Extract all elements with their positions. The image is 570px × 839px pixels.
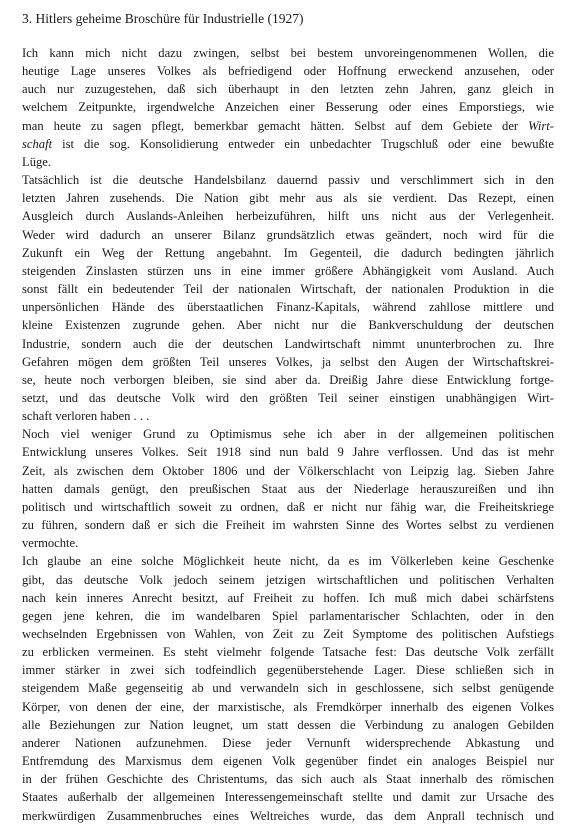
text-line: se, heute noch verborgen bleiben, sie sind aber da. Dreißig Jahre diese Entwicklung fortge- xyxy=(22,372,554,387)
text-line: vermochte. xyxy=(22,536,79,551)
text-line: setzt, und das deutsche Volk wird den größten Teil seiner einstigen unabhängigen Wirt- xyxy=(22,390,554,405)
text-line: politisch und wirtschaftlich soweit zu ordnen, daß er nicht nur fähig war, die Freiheitskriege xyxy=(22,499,554,514)
text-line: hatten damals genügt, den preußischen Staat aus der Niederlage herauszureißen und ihn xyxy=(22,481,554,496)
text-line: kleine Existenzen zugrunde gehen. Aber nicht nur die Bankverschuldung der deutschen xyxy=(22,318,554,333)
text-line: immer stärker in zwei sich todfeindlich gegenüberstehende Lager. Diese schließen sich in xyxy=(22,663,554,678)
text-line: Tatsächlich ist die deutsche Handelsbilanz dauernd passiv und verschlimmert sich in den xyxy=(22,173,554,188)
text-line: schaft ist die sog. Konsolidierung entweder ein unbedachter Trugschluß oder eine bewußte xyxy=(22,136,554,151)
paragraph xyxy=(22,425,554,552)
text-line: Noch viel weniger Grund zu Optimismus sehe ich aber in der allgemeinen politischen xyxy=(22,427,554,442)
text-line: nach kein inneres Anrecht besitzt, auf Freiheit zu hoffen. Ich muß mich dabei schärfstens xyxy=(22,590,554,605)
text-line: Körper, von denen der eine, der marxistische, als Fremdkörper innerhalb des eigenen Volkes xyxy=(22,699,554,714)
paragraph xyxy=(22,171,554,425)
text-line: Industrie, sondern auch die der deutschen Landwirtschaft nimmt ununterbrochen zu. Ihre xyxy=(22,336,554,351)
text-line: letzten Jahren zusehends. Die Nation gibt mehr aus als sie verdient. Das Rezept, einen xyxy=(22,191,554,206)
text-line: Ich glaube an eine solche Möglichkeit heute nicht, da es im Völkerleben keine Geschenke xyxy=(22,554,554,569)
text-line: Ich kann mich nicht dazu zwingen, selbst bei bestem unvoreingenommenen Wollen, die xyxy=(22,46,554,60)
text-line: gibt, das deutsche Volk jedoch seinem jetzigen wirtschaftlichen und politischen Verhalten xyxy=(22,572,554,587)
text-line: Weder wird dadurch an unserer Bilanz grundsätzlich etwas geändert, noch wird für die xyxy=(22,227,554,242)
text-line: steigendem Maße gegenseitig ab und verwandeln sich in geschlossene, sich selbst genügende xyxy=(22,681,554,696)
paragraph xyxy=(22,552,554,824)
text-line: man heute zu sagen pflegt, bemerkbar gemacht hätten. Selbst auf dem Gebiete der Wirt- xyxy=(22,118,554,133)
document-body xyxy=(22,44,554,825)
text-line: schaft verloren haben . . . xyxy=(22,409,150,424)
text-line: gegen jene kehren, die im wandelbaren Spiel parlamentarischer Schlachten, oder in den xyxy=(22,608,554,623)
text-line: alle Beziehungen zur Nation leugnet, um statt dessen die Verbindung zu analogen Gebilden xyxy=(22,717,554,732)
text-line: auch nur zuzugestehen, daß sich überhaupt in den letzten zehn Jahren, ganz gleich in xyxy=(22,82,554,97)
text-line: steigenden Zinslasten stürzen uns in eine immer größere Abhängigkeit vom Ausland. Auch xyxy=(22,263,554,278)
text-line: welchem Zeitpunkte, irgendwelche Anzeichen einer Besserung oder eines Emporstiegs, wie xyxy=(22,100,554,115)
text-line: Staates außerhalb der allgemeinen Interessengemeinschaft stellte und damit zur Ursache des xyxy=(22,790,554,805)
text-line: heutige Lage unseres Volkes als befriedigend oder Hoffnung erweckend anzusehen, oder xyxy=(22,64,554,79)
text-line: wechselnden Ergebnissen von Wahlen, von Zeit zu Zeit Symptome des politischen Aufstiegs xyxy=(22,627,554,641)
text-line: Ausgleich durch Auslands-Anleihen herbeizuführen, hilft uns nicht aus der Verlegenheit. xyxy=(22,209,554,224)
text-line: in der frühen Geschichte des Christentums, das sich auch als Staat innerhalb des römischen xyxy=(22,772,554,787)
text-line: zu führen, sondern daß er sich die Freiheit im wahrsten Sinne des Wortes selbst zu verdienen xyxy=(22,518,554,533)
text-line: merkwürdigen Zusammenbruches eines Weltreiches wurde, das dem Anprall technisch und xyxy=(22,808,554,823)
text-line: Zukunft ein Weg der Rettung angebahnt. Im Gegenteil, die dadurch bedingten jährlich xyxy=(22,245,554,260)
text-line: Lüge. xyxy=(22,154,52,169)
text-line: zu erblicken vermeinen. Es steht vielmehr folgende Tatsache fest: Das deutsche Volk zerfällt xyxy=(22,645,554,660)
text-line: sonst fällt ein bedeutender Teil der nationalen Wirtschaft, der nationalen Produktion in die xyxy=(22,282,554,297)
text-line: Entwicklung unseres Volkes. Seit 1918 sind nun bald 9 Jahre verflossen. Und das ist mehr xyxy=(22,445,554,460)
paragraph xyxy=(22,44,554,171)
document-title: 3. Hitlers geheime Broschüre für Industrielle (1927) xyxy=(22,11,304,26)
document-page xyxy=(22,10,554,825)
text-line: anderer Nationen aufzunehmen. Diese jeder Vernunft widersprechende Abkastung und xyxy=(22,735,554,750)
text-line: Entfremdung des Marxismus dem eigenen Volk gegenüber findet ein analoges Beispiel nur xyxy=(22,754,554,769)
text-line: unpersönlichen Hände des überstaatlichen Finanz-Kapitals, während zahllose mittlere und xyxy=(22,300,554,315)
text-line: Zeit, als zwischen dem Oktober 1806 und der Völkerschlacht von Leipzig lag. Sieben Jahre xyxy=(22,463,554,478)
text-line: Gefahren mögen dem größten Teil unseres Volkes, ja selbst den Augen der Wirtschaftskrei- xyxy=(22,354,554,369)
